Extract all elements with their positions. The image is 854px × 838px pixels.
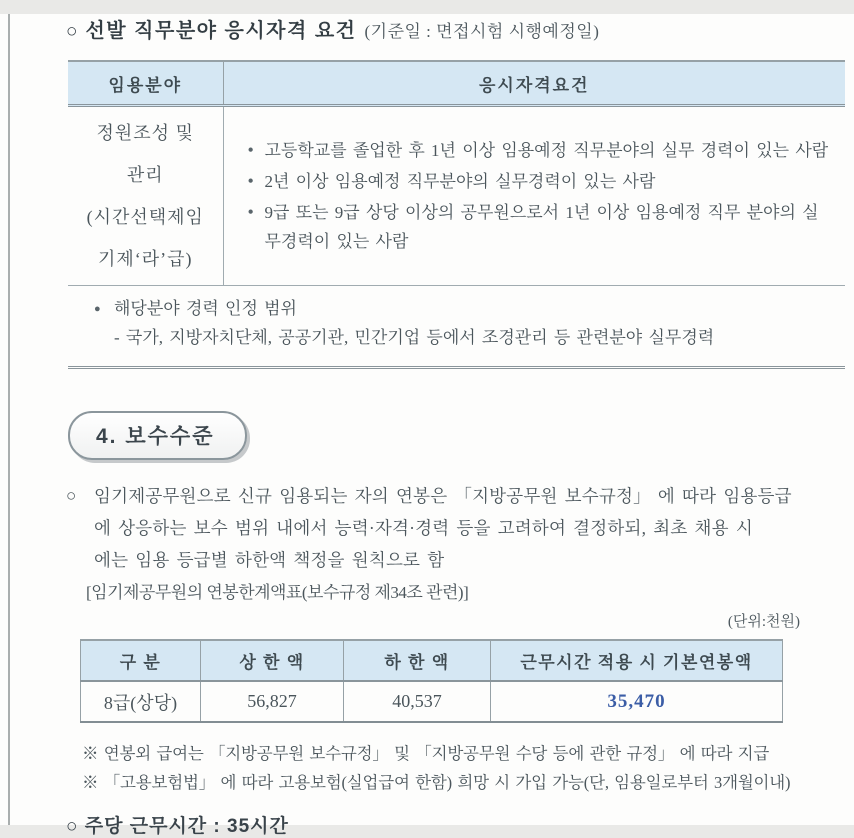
section-4-badge: 4. 보수수준 [68, 411, 247, 460]
appointment-field-line: 기제‘라’급) [97, 249, 193, 269]
column-header-eligibility-requirements: 응시자격요건 [223, 61, 845, 106]
cell-career-scope-note [68, 286, 845, 368]
eligibility-table-header-row [68, 61, 845, 106]
cell-base-salary: 35,470 [491, 681, 783, 722]
eligibility-table-footnote-row [68, 286, 845, 368]
cell-grade: 8급(상당) [81, 681, 201, 722]
section-title-date-note: (기준일 : 면접시험 시행예정일) [364, 22, 600, 41]
cell-eligibility-requirements [223, 106, 845, 286]
paragraph-line: 에는 임용 등급별 하한액 책정을 원칙으로 함 [94, 550, 445, 570]
salary-table-data-row [81, 681, 783, 722]
column-header-grade: 구 분 [81, 640, 201, 681]
appointment-field-line: 관리 [126, 165, 164, 185]
column-header-appointment-field: 임용분야 [68, 61, 223, 106]
cell-upper-limit: 56,827 [201, 681, 344, 722]
circle-bullet: ○ [66, 486, 77, 505]
section-title-line [66, 14, 845, 43]
eligibility-table [68, 60, 845, 369]
career-scope-title: ● 해당분야 경력 인정 범위 [94, 295, 831, 323]
unit-note: (단위:천원) [727, 614, 800, 630]
scan-edge-line [8, 14, 10, 825]
footnotes [82, 739, 845, 797]
appointment-field-line: 정원조성 및 [96, 123, 194, 143]
section-title: 선발 직무분야 응시자격 요건 [85, 20, 357, 42]
paragraph-line: 에 상응하는 보수 범위 내에서 능력·자격·경력 등을 고려하여 결정하되, 최초 채용 시 [94, 518, 753, 538]
column-header-base-salary: 근무시간 적용 시 기본연봉액 [491, 640, 783, 681]
cell-lower-limit: 40,537 [344, 681, 491, 722]
scanned-document-page [0, 14, 854, 837]
eligibility-table-body-row [68, 106, 845, 286]
salary-table-header-row [81, 640, 783, 681]
weekly-working-hours: ○ 주당 근무시간 : 35시간 [66, 816, 289, 837]
section-4-header [68, 411, 854, 460]
requirement-item: • 2년 이상 임용예정 직무분야의 실무경력이 있는 사람 [246, 167, 830, 196]
column-header-lower-limit: 하 한 액 [344, 640, 491, 681]
requirement-item: • 고등학교를 졸업한 후 1년 이상 임용예정 직무분야의 실무 경력이 있는 사람 [246, 136, 830, 165]
footnote-item: ※ 연봉외 급여는 「지방공무원 보수규정」 및 「지방공무원 수당 등에 관한 규정」 에 따라 지급 [82, 744, 770, 763]
career-scope-detail: - 국가, 지방자치단체, 공공기관, 민간기업 등에서 조경관리 등 관련분야 실무경력 [114, 328, 715, 347]
column-header-upper-limit: 상 한 액 [201, 640, 344, 681]
appointment-field-line: (시간선택제임 [86, 207, 204, 227]
requirement-item: • 9급 또는 9급 상당 이상의 공무원으로서 1년 이상 임용예정 직무 분야의 실무경력이 있는 사람 [246, 198, 830, 256]
salary-table-caption: [임기제공무원의 연봉한계액표(보수규정 제34조 관련)] [86, 583, 469, 602]
circle-bullet: ○ [66, 21, 78, 42]
footnote-item: ※ 「고용보험법」 에 따라 고용보험(실업급여 한함) 희망 시 가입 가능(단, 임용일로부터 3개월이내) [82, 773, 791, 792]
salary-paragraph [66, 480, 845, 576]
cell-appointment-field [68, 106, 223, 286]
salary-limit-table [80, 639, 783, 723]
salary-paragraph-lines [94, 480, 792, 576]
paragraph-line: 임기제공무원으로 신규 임용되는 자의 연봉은 「지방공무원 보수규정」 에 따라 임용등급 [94, 486, 792, 506]
